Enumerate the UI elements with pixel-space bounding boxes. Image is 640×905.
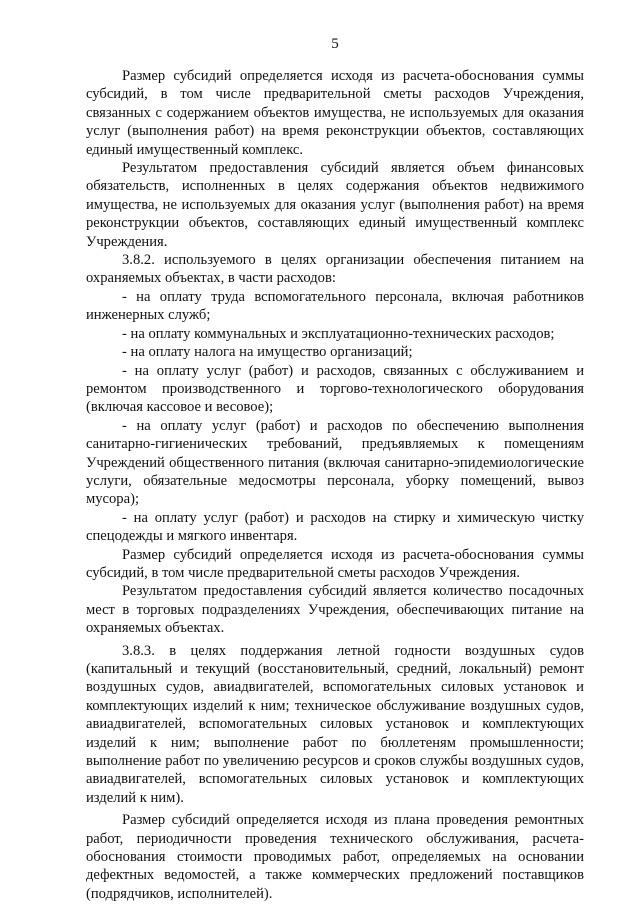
list-item-sanitary-requirements: - на оплату услуг (работ) и расходов по обеспечению выполнения санитарно-гигиенических требований, предъявляемых к помещениям Учреждений общественного питания (включая санитарно-эпидемиологические услуги, обязательные медосмотры персонала, уборку помещений, вывоз мусора);: [86, 417, 584, 508]
list-item-labor-costs: - на оплату труда вспомогательного персонала, включая работников инженерных служб;: [86, 288, 584, 324]
paragraph-section-3-8-2: 3.8.2. используемого в целях организации обеспечения питанием на охраняемых объектах, в части расходов:: [86, 252, 584, 287]
list-item-property-tax: - на оплату налога на имущество организаций;: [122, 344, 413, 361]
paragraph-subsidy-size-estimate: Размер субсидий определяется исходя из расчета-обоснования суммы субсидий, в том числе предварительной сметы расходов Учреждения.: [86, 546, 584, 581]
paragraph-subsidy-size-repair-plan: Размер субсидий определяется исходя из плана проведения ремонтных работ, периодичности проведения технического обслуживания, расчета-обоснования стоимости проводимых работ, определяемых на основании дефектных ведомостей, а также коммерческих предложений поставщиков (подрядчиков, исполнителей).: [86, 812, 584, 902]
page-number: 5: [331, 36, 339, 52]
list-item-laundry-cleaning: - на оплату услуг (работ) и расходов на стирку и химическую чистку спецодежды и мягкого инвентаря.: [86, 509, 584, 545]
paragraph-subsidy-result-seats: Результатом предоставления субсидий является количество посадочных мест в торговых подразделениях Учреждения, обеспечивающих питание на охраняемых объектах.: [86, 583, 584, 637]
list-item-equipment-maintenance: - на оплату услуг (работ) и расходов, связанных с обслуживанием и ремонтом производственного и торгово-технологического оборудования (включая кассовое и весовое);: [86, 362, 584, 416]
list-item-utility-costs: - на оплату коммунальных и эксплуатационно-технических расходов;: [122, 325, 555, 342]
paragraph-subsidy-result-obligations: Результатом предоставления субсидий является объем финансовых обязательств, исполненных в целях содержания объектов недвижимого имущества, не используемых для оказания услуг (выполнения работ) на время реконструкции объектов, составляющих единый имущественный комплекс Учреждения.: [86, 160, 584, 250]
paragraph-section-3-8-3: 3.8.3. в целях поддержания летной годности воздушных судов (капитальный и текущий (восстановительный, средний, локальный) ремонт воздушных судов, авиадвигателей, вспомогательных силовых установок и комплектующих изделий к ним; техническое обслуживание воздушных судов, авиадвигателей, вспомогательных силовых установок и комплектующих изделий к ним; выполнение работ по бюллетеням промышленности; выполнение работ по увеличению ресурсов и сроков службы воздушных судов, авиадвигателей, вспомогательных силовых установок и комплектующих изделий к ним).: [86, 642, 584, 806]
paragraph-subsidy-size-reconstruction: Размер субсидий определяется исходя из расчета-обоснования суммы субсидий, в том числе предварительной сметы расходов Учреждения, связанных с содержанием объектов имущества, не используемых для оказания услуг (выполнения работ) на время реконструкции объектов, составляющих единый имущественный комплекс.: [86, 68, 584, 158]
